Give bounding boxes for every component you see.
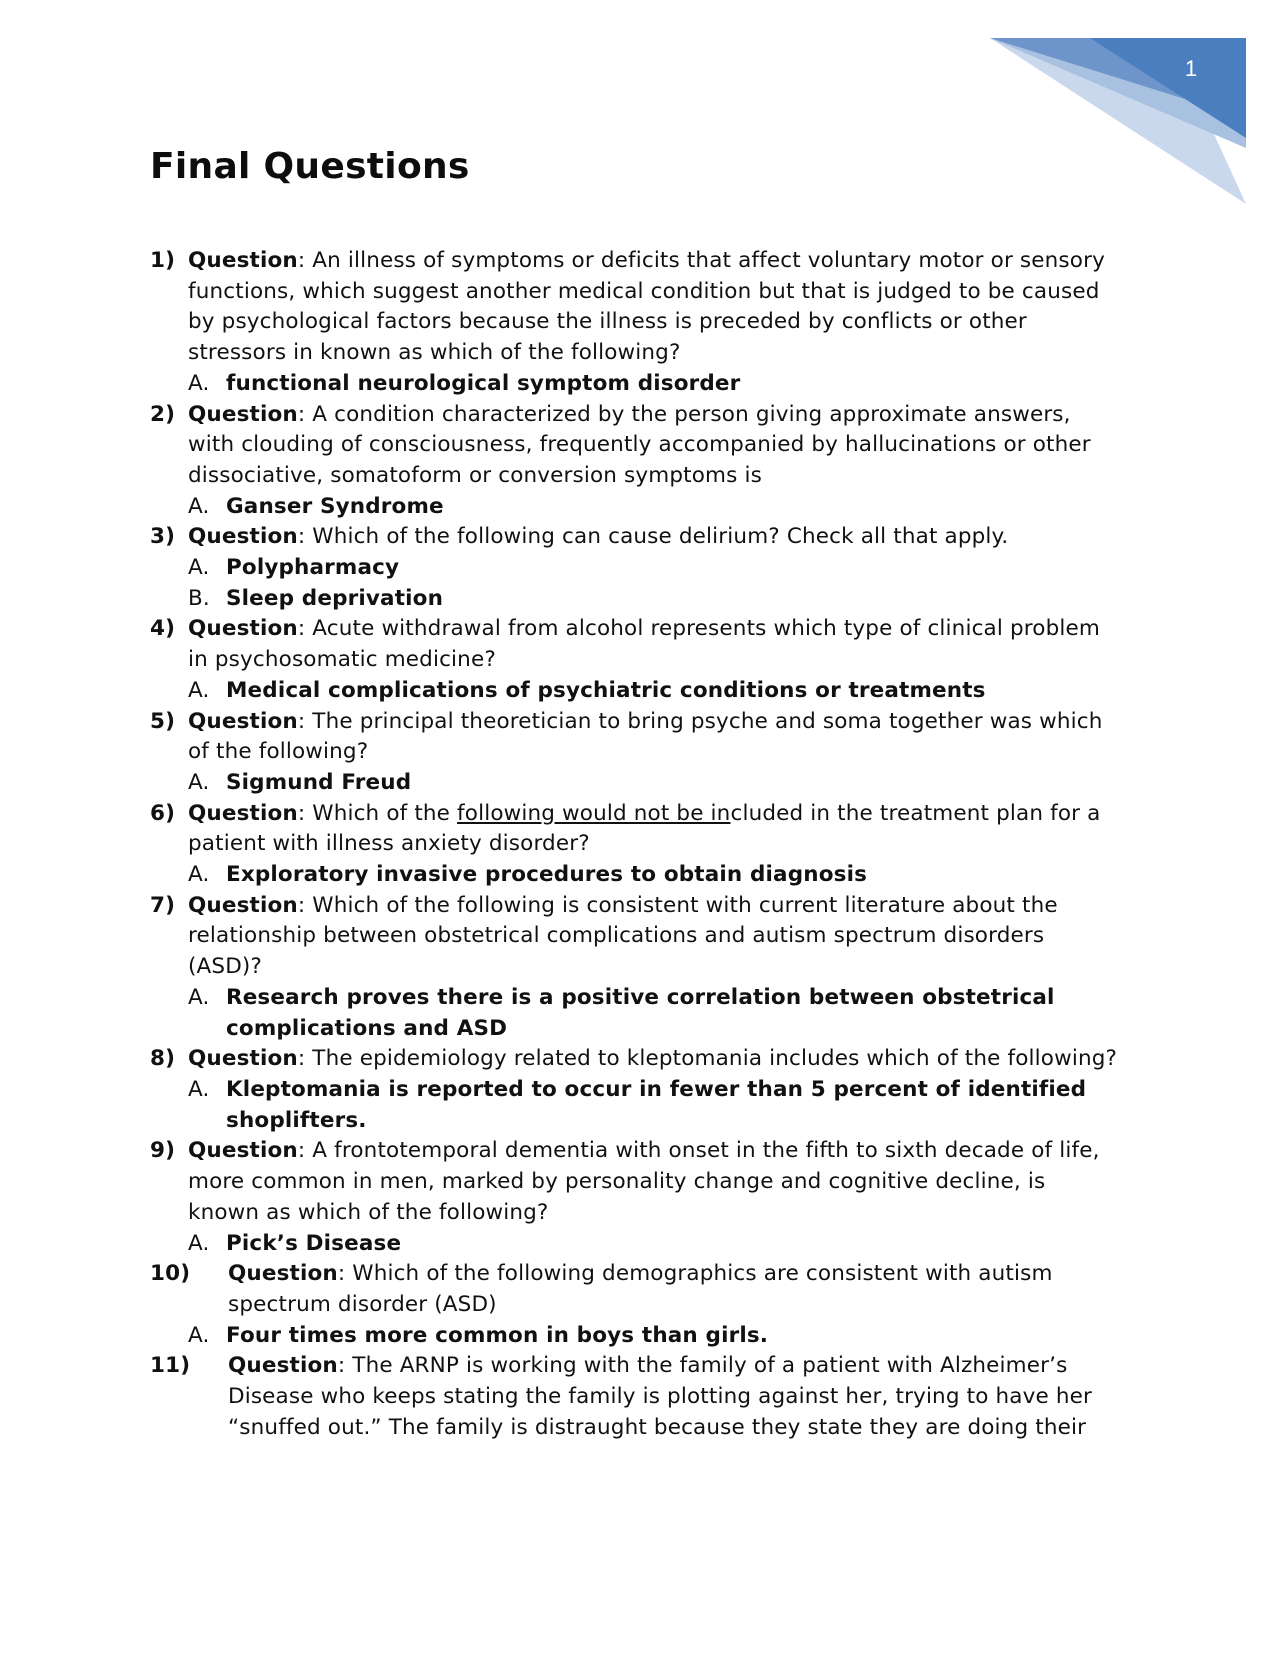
question-item: 7) Question: Which of the following is consistent with current literature about the relationship between obstetrical complications and autism spectrum disorders (ASD)? bbox=[150, 892, 1058, 980]
answer-item bbox=[150, 584, 1120, 615]
answer-letter: A. bbox=[188, 493, 210, 519]
answer-letter: A. bbox=[188, 1230, 210, 1256]
question-number: 10) bbox=[150, 1261, 191, 1287]
question-number: 7) bbox=[150, 892, 176, 918]
question-number: 11) bbox=[150, 1353, 191, 1379]
answer-item bbox=[150, 492, 1120, 523]
question-label: Question bbox=[188, 248, 298, 273]
answer-letter: A. bbox=[188, 769, 210, 795]
answer-item bbox=[150, 768, 1120, 799]
answer-item bbox=[150, 983, 1120, 1044]
question-number: 4) bbox=[150, 616, 176, 642]
question-text: Which of the following is consistent with current literature about the relationship between obstetrical complications and autism spectrum disorders (ASD)? bbox=[188, 892, 1058, 980]
question-number: 6) bbox=[150, 800, 176, 826]
corner-decoration bbox=[990, 38, 1246, 204]
question-text: The principal theoretician to bring psyche and soma together was which of the following? bbox=[188, 708, 1103, 765]
question-item: 11) Question: The ARNP is working with the family of a patient with Alzheimer’s Disease who keeps stating the family is plotting against her, trying to have her “snuffed out.” The family is distraught because they state they are doing their bbox=[150, 1353, 1092, 1440]
answer-text: functional neurological symptom disorder bbox=[226, 370, 741, 396]
answer-text: Pick’s Disease bbox=[226, 1230, 402, 1256]
question-item: 1) Question: An illness of symptoms or deficits that affect voluntary motor or sensory functions, which suggest another medical condition but that is judged to be caused by psychological factors because the illness is preceded by conflicts or other stressors in known as which of the following? bbox=[150, 248, 1105, 366]
question-label: Question bbox=[188, 800, 298, 826]
answer-text: Ganser Syndrome bbox=[226, 493, 444, 519]
question-label: Question bbox=[188, 616, 298, 642]
question-item: 10) Question: Which of the following demographics are consistent with autism spectrum disorder (ASD) bbox=[150, 1261, 1053, 1317]
answer-letter: A. bbox=[188, 984, 210, 1010]
question-text-start: Which of the bbox=[312, 800, 458, 826]
question-label: Question bbox=[188, 1046, 298, 1072]
answer-text: Exploratory invasive procedures to obtain diagnosis bbox=[226, 862, 868, 888]
question-number: 2) bbox=[150, 401, 176, 427]
question-text: A frontotemporal dementia with onset in the fifth to sixth decade of life, more common in men, marked by personality change and cognitive decline, is known as which of the following? bbox=[188, 1138, 1100, 1225]
answer-item bbox=[150, 553, 1120, 584]
question-label: Question bbox=[188, 524, 298, 550]
question-text: Acute withdrawal from alcohol represents which type of clinical problem in psychosomatic medicine? bbox=[188, 616, 1100, 673]
question-number: 8) bbox=[150, 1046, 176, 1072]
question-text: The epidemiology related to kleptomania includes which of the following? bbox=[312, 1046, 1118, 1072]
page-title: Final Questions bbox=[150, 146, 470, 187]
answer-text: Medical complications of psychiatric conditions or treatments bbox=[226, 677, 986, 703]
answer-letter: B. bbox=[188, 585, 210, 611]
answer-item bbox=[150, 1229, 1120, 1260]
question-text: Which of the following can cause delirium? Check all that apply. bbox=[312, 524, 1009, 550]
question-list bbox=[150, 246, 1120, 1443]
answer-item bbox=[150, 860, 1120, 891]
question-item: 9) Question: A frontotemporal dementia with onset in the fifth to sixth decade of life, more common in men, marked by personality change and cognitive decline, is known as which of the following? bbox=[150, 1138, 1100, 1225]
question-item: 5) Question: The principal theoretician to bring psyche and soma together was which of the following? bbox=[150, 708, 1103, 765]
page-number: 1 bbox=[1184, 56, 1198, 81]
question-text-end: cluded in the treatment plan for a patient with illness anxiety disorder? bbox=[188, 800, 1101, 857]
question-item: 2) Question: A condition characterized by the person giving approximate answers, with clouding of consciousness, frequently accompanied by hallucinations or other dissociative, somatoform or conversion symptoms is bbox=[150, 401, 1091, 488]
question-label: Question bbox=[228, 1261, 338, 1287]
question-item: 6) Question: Which of the following would not be included in the treatment plan for a patient with illness anxiety disorder? bbox=[150, 800, 1101, 857]
answer-letter: A. bbox=[188, 1076, 210, 1102]
answer-item bbox=[150, 1321, 1120, 1352]
answer-text: Kleptomania is reported to occur in fewer than 5 percent of identified shoplifters. bbox=[226, 1076, 1087, 1133]
answer-text: Research proves there is a positive correlation between obstetrical complications and ASD bbox=[226, 984, 1055, 1041]
answer-text: Four times more common in boys than girls. bbox=[226, 1322, 769, 1348]
answer-letter: A. bbox=[188, 555, 210, 581]
question-text: The ARNP is working with the family of a patient with Alzheimer’s Disease who keeps stating the family is plotting against her, trying to have her “snuffed out.” The family is distraught because they state they are doing their bbox=[228, 1353, 1092, 1440]
question-item: 4) Question: Acute withdrawal from alcohol represents which type of clinical problem in psychosomatic medicine? bbox=[150, 616, 1100, 673]
answer-text: Sigmund Freud bbox=[226, 769, 412, 795]
question-number: 9) bbox=[150, 1138, 176, 1164]
question-label: Question bbox=[188, 892, 298, 918]
question-item: 8) Question: The epidemiology related to kleptomania includes which of the following? bbox=[150, 1044, 1120, 1075]
question-text: Which of the following demographics are consistent with autism spectrum disorder (ASD) bbox=[228, 1261, 1053, 1317]
answer-letter: A. bbox=[188, 677, 210, 703]
question-label: Question bbox=[188, 401, 298, 427]
question-text-underlined: following would not be in bbox=[457, 800, 731, 826]
answer-letter: A. bbox=[188, 1322, 210, 1348]
question-label: Question bbox=[188, 708, 298, 734]
question-text: A condition characterized by the person giving approximate answers, with clouding of consciousness, frequently accompanied by hallucinations or other dissociative, somatoform or conversion symptoms is bbox=[188, 401, 1091, 488]
answer-letter: A. bbox=[188, 370, 210, 396]
question-number: 3) bbox=[150, 524, 176, 550]
answer-item bbox=[150, 1075, 1120, 1136]
question-number: 5) bbox=[150, 708, 176, 734]
answer-item bbox=[150, 369, 1120, 400]
question-text: An illness of symptoms or deficits that affect voluntary motor or sensory functions, which suggest another medical condition but that is judged to be caused by psychological factors because the illness is preceded by conflicts or other stressors in known as which of the following? bbox=[188, 248, 1105, 366]
question-label: Question bbox=[228, 1353, 338, 1379]
answer-letter: A. bbox=[188, 862, 210, 888]
question-item: 3) Question: Which of the following can cause delirium? Check all that apply. bbox=[150, 522, 1120, 553]
question-number: 1) bbox=[150, 248, 176, 273]
question-label: Question bbox=[188, 1138, 298, 1164]
answer-text: Sleep deprivation bbox=[226, 585, 444, 611]
answer-text: Polypharmacy bbox=[226, 555, 400, 581]
answer-item bbox=[150, 676, 1120, 707]
